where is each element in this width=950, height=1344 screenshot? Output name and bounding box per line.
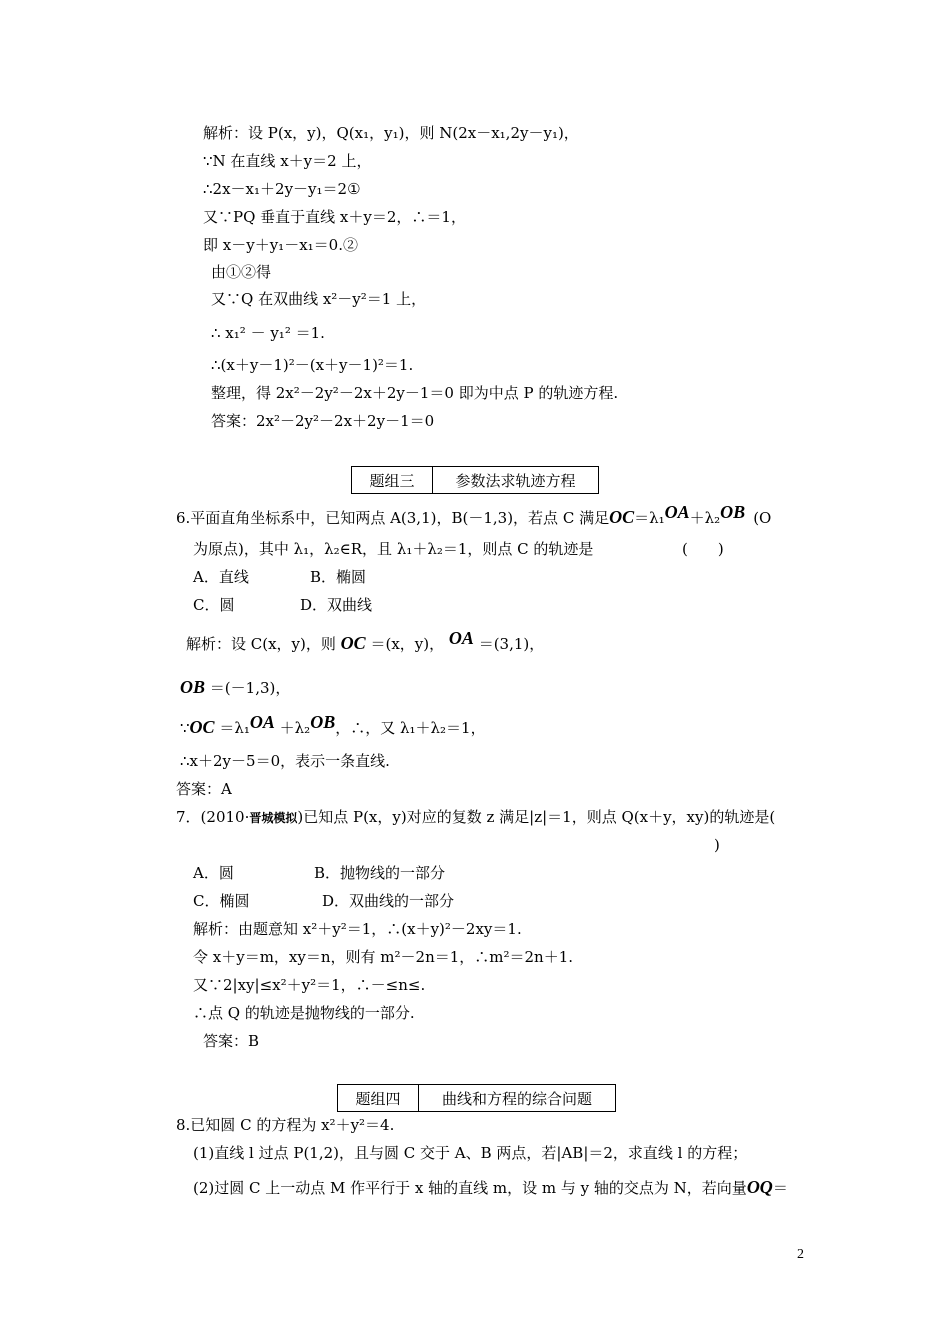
question-8-stem: 8.已知圆 C 的方程为 x²＋y²＝4.: [176, 1116, 395, 1134]
solution-text: ，∴，又 λ₁＋λ₂＝1，: [335, 719, 486, 737]
group-header-box: [351, 466, 599, 494]
group-label: 题组四: [338, 1085, 419, 1111]
vector-oc: OC: [189, 717, 215, 737]
solution-line: ∴x＋2y－5＝0，表示一条直线.: [180, 752, 390, 770]
vector-oc: OC: [609, 507, 635, 527]
option-c: C．椭圆: [193, 892, 250, 910]
vector-oc: OC: [340, 633, 366, 653]
solution-text: ∵: [180, 719, 190, 737]
vector-ob: OB: [180, 677, 206, 697]
option-a: A．圆: [193, 864, 234, 882]
solution-line: ∴(x＋y－1)²－(x＋y－1)²＝1.: [211, 356, 414, 374]
group-label: 题组三: [352, 467, 433, 493]
option-a: A．直线: [193, 568, 249, 586]
equation-text: ＋λ₂: [689, 509, 721, 527]
answer-line: 答案：A: [176, 780, 232, 798]
answer-paren: ( ): [682, 540, 724, 558]
question-text: (O: [753, 509, 772, 527]
question-6-stem: [176, 502, 772, 529]
solution-line: [180, 676, 290, 699]
solution-line: 又∵PQ 垂直于直线 x＋y＝2，∴＝1，: [203, 208, 466, 226]
solution-line: ∴ x₁² － y₁² ＝1.: [211, 324, 325, 342]
vector-ob: OB: [310, 712, 336, 732]
question-text: (2)过圆 C 上一动点 M 作平行于 x 轴的直线 m，设 m 与 y 轴的交点为 N，若向量: [193, 1179, 747, 1197]
solution-text: ＝(x，y)，: [370, 635, 445, 653]
page-number: 2: [797, 1247, 804, 1262]
solution-line: ∴点 Q 的轨迹是抛物线的一部分.: [193, 1004, 415, 1022]
option-b: B．椭圆: [310, 568, 367, 586]
solution-text: ＝(－1,3)，: [209, 679, 291, 697]
answer-line: 答案：B: [203, 1032, 260, 1050]
vector-ob: OB: [720, 502, 746, 522]
question-8-part-1: (1)直线 l 过点 P(1,2)，且与圆 C 交于 A、B 两点，若|AB|＝2，求直线 l 的方程；: [193, 1144, 748, 1162]
vector-oa: OA: [664, 502, 690, 522]
solution-line: 又∵Q 在双曲线 x²－y²＝1 上，: [211, 290, 427, 308]
solution-line: 解析：设 P(x，y)，Q(x₁，y₁)，则 N(2x－x₁,2y－y₁)，: [203, 124, 579, 142]
source-tag: 晋城模拟: [249, 811, 298, 825]
solution-line: [180, 712, 486, 739]
solution-text: ＝λ₁: [219, 719, 250, 737]
solution-line: ∵N 在直线 x＋y＝2 上，: [203, 152, 372, 170]
question-text: ＝: [772, 1179, 788, 1197]
solution-line: 又∵2|xy|≤x²＋y²＝1，∴－≤n≤.: [193, 976, 426, 994]
answer-paren: ): [714, 836, 720, 854]
vector-oa: OA: [448, 628, 474, 648]
solution-line: [186, 628, 545, 655]
group-header-box: [337, 1084, 616, 1112]
vector-oa: OA: [249, 712, 275, 732]
question-text: 7．(2010·: [176, 808, 250, 826]
solution-text: ＝(3,1)，: [478, 635, 545, 653]
question-8-part-2: [193, 1176, 788, 1199]
question-7-stem: [176, 806, 775, 829]
equation-text: ＝λ₁: [634, 509, 665, 527]
solution-line: 整理，得 2x²－2y²－2x＋2y－1＝0 即为中点 P 的轨迹方程.: [211, 384, 619, 402]
group-title: 参数法求轨迹方程: [455, 471, 576, 490]
solution-line: 令 x＋y＝m，xy＝n，则有 m²－2n＝1，∴m²＝2n＋1.: [193, 948, 574, 966]
solution-line: 即 x－y＋y₁－x₁＝0.②: [203, 236, 358, 254]
solution-line: ∴2x－x₁＋2y－y₁＝2①: [203, 180, 361, 198]
solution-text: 解析：设 C(x，y)，则: [186, 635, 336, 653]
solution-text: ＋λ₂: [279, 719, 311, 737]
answer-line: 答案：2x²－2y²－2x＋2y－1＝0: [211, 412, 435, 430]
option-b: B．抛物线的一部分: [314, 864, 446, 882]
option-d: D．双曲线: [300, 596, 373, 614]
group-title: 曲线和方程的综合问题: [441, 1089, 592, 1108]
question-text: )已知点 P(x，y)对应的复数 z 满足|z|＝1，则点 Q(x＋y，xy)的轨迹是(: [297, 808, 776, 826]
solution-line: 由①②得: [211, 263, 272, 281]
vector-oq: OQ: [746, 1177, 773, 1197]
option-c: C．圆: [193, 596, 235, 614]
option-d: D．双曲线的一部分: [322, 892, 455, 910]
solution-line: 解析：由题意知 x²＋y²＝1，∴(x＋y)²－2xy＝1.: [193, 920, 522, 938]
question-text: 6.平面直角坐标系中，已知两点 A(3,1)，B(－1,3)，若点 C 满足: [176, 509, 610, 527]
question-6-stem-2: 为原点)，其中 λ₁，λ₂∈R，且 λ₁＋λ₂＝1，则点 C 的轨迹是: [193, 540, 594, 558]
